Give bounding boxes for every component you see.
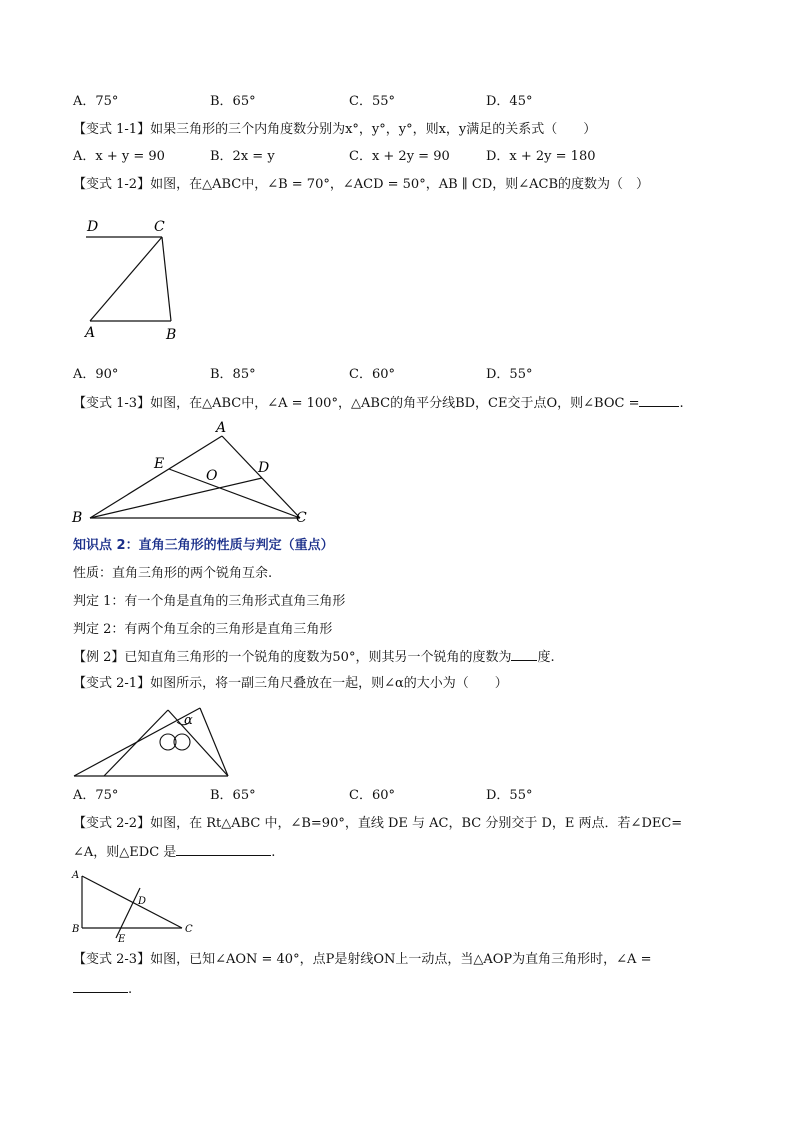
variant-1-3-question [73,394,684,413]
option-c[interactable]: C．55° [349,94,395,109]
option-d[interactable]: D．x + 2y = 180 [486,149,596,164]
question-end: . [679,396,684,411]
answer-blank[interactable] [639,394,679,407]
question-end: 度. [537,650,555,665]
option-b[interactable]: B．65° [210,94,256,109]
figure-angle-bisectors [70,418,320,528]
label-a: A [72,870,80,881]
label-e: E [154,456,165,472]
option-d[interactable]: D．55° [486,788,533,803]
variant-2-2-question-line1: 【变式 2-2】如图，在 Rt△ABC 中，∠B=90°，直线 DE 与 AC，BC 分别交于 D，E 两点．若∠DEC= [73,816,683,831]
option-c[interactable]: C．60° [349,367,395,382]
label-c: C [154,219,165,235]
label-b: B [72,510,83,526]
property-text: 性质：直角三角形的两个锐角互余. [73,566,273,581]
label-e: E [118,934,126,945]
question-end: . [271,845,276,860]
variant-1-2-question: 【变式 1-2】如图，在△ABC中，∠B = 70°，∠ACD = 50°，AB ∥ CD，则∠ACB的度数为（ ） [73,177,650,192]
option-d[interactable]: D．55° [486,367,533,382]
variant-2-2-question-line2 [73,843,275,862]
label-a: A [216,420,227,436]
label-d: D [258,460,270,476]
label-alpha: α [184,713,193,728]
label-d: D [138,896,147,907]
label-c: C [185,924,193,935]
label-c: C [296,510,307,526]
figure-set-squares [70,700,235,782]
label-a: A [85,325,96,341]
question-end: . [128,982,133,997]
label-b: B [166,327,177,343]
judgement-1-text: 判定 1：有一个角是直角的三角形式直角三角形 [73,594,346,609]
label-o: O [206,468,218,484]
question-text: 【变式 1-3】如图，在△ABC中，∠A = 100°，△ABC的角平分线BD，CE交于点O，则∠BOC = [73,396,640,411]
option-b[interactable]: B．65° [210,788,256,803]
section-heading: 知识点 2：直角三角形的性质与判定（重点） [73,538,334,553]
answer-blank[interactable] [73,980,128,993]
example-2-question [73,648,555,667]
variant-1-2-options [73,366,713,384]
variant-1-1-options [73,148,713,166]
variant-2-1-options [73,787,713,805]
judgement-2-text: 判定 2：有两个角互余的三角形是直角三角形 [73,622,333,637]
variant-1-1-question: 【变式 1-1】如果三角形的三个内角度数分别为x°，y°，y°，则x，y满足的关系式（ ） [73,122,597,137]
answer-blank[interactable] [511,648,537,661]
q0-options [73,93,713,111]
question-text: 【例 2】已知直角三角形的一个锐角的度数为50°，则其另一个锐角的度数为 [73,650,512,665]
option-a[interactable]: A．75° [73,788,119,803]
option-a[interactable]: A．x + y = 90 [73,149,165,164]
figure-right-triangle-abc [70,866,200,946]
figure-trapezoid-abcd [80,215,190,345]
variant-2-3-question-line2 [73,980,132,999]
label-d: D [87,219,99,235]
answer-blank[interactable] [176,843,271,856]
label-b: B [72,924,80,935]
option-a[interactable]: A．90° [73,367,119,382]
option-a[interactable]: A．75° [73,94,119,109]
option-c[interactable]: C．60° [349,788,395,803]
variant-2-1-question: 【变式 2-1】如图所示，将一副三角尺叠放在一起，则∠α的大小为（ ） [73,676,508,691]
option-c[interactable]: C．x + 2y = 90 [349,149,450,164]
option-b[interactable]: B．2x = y [210,149,275,164]
option-d[interactable]: D．45° [486,94,533,109]
variant-2-3-question-line1: 【变式 2-3】如图，已知∠AON = 40°，点P是射线ON上一动点，当△AOP为直角三角形时，∠A = [73,952,652,967]
question-text: ∠A，则△EDC 是 [73,845,177,860]
option-b[interactable]: B．85° [210,367,256,382]
